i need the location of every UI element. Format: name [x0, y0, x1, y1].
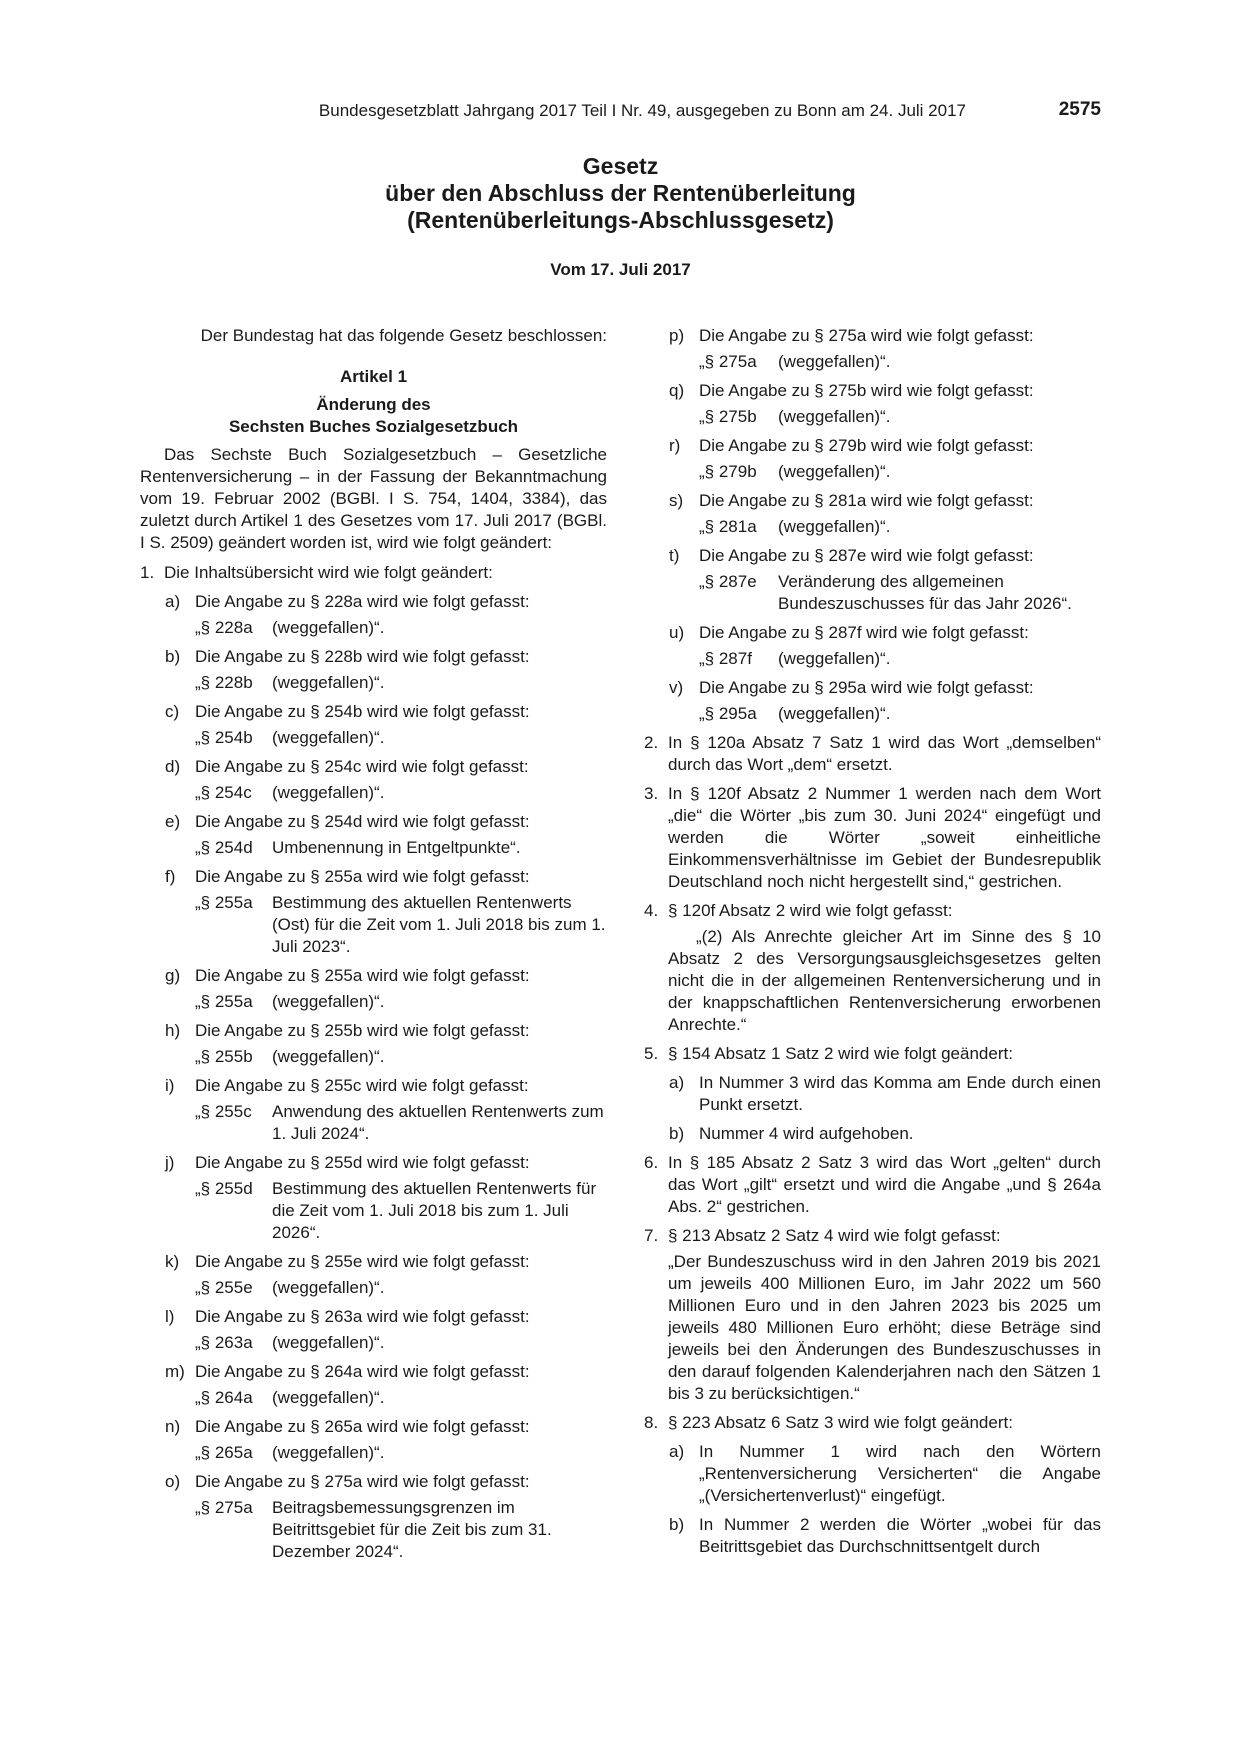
- sub-item-label: q): [669, 381, 685, 400]
- sub-item-text: Die Angabe zu § 254b wird wie folgt gefasst:: [195, 702, 530, 721]
- sub-item-body: [195, 1251, 607, 1299]
- sub-item-label: i): [165, 1076, 175, 1095]
- sub-item: [165, 756, 607, 804]
- section-caption: (weggefallen)“.: [778, 462, 891, 481]
- section-caption: (weggefallen)“.: [272, 1333, 385, 1352]
- sub-item-body: [699, 435, 1101, 483]
- sub-item: [165, 1075, 607, 1145]
- section-caption: (weggefallen)“.: [778, 704, 891, 723]
- quoted-toc-entry: [195, 892, 607, 958]
- section-reference: „§ 279b: [699, 462, 757, 481]
- sub-item: [669, 490, 1101, 538]
- quoted-toc-entry: [195, 991, 607, 1013]
- right-column: [644, 325, 1101, 1565]
- section-caption: Beitragsbemessungsgrenzen im Beitrittsgebiet für die Zeit bis zum 31. Dezember 2024“.: [272, 1498, 552, 1561]
- section-reference: „§ 287e: [699, 572, 757, 591]
- sub-item-text: In Nummer 1 wird nach den Wörtern „Rentenversicherung Versicherten“ die Angabe „(Versichertenverlust)“ eingefügt.: [699, 1442, 1101, 1505]
- section-reference: „§ 255a: [195, 992, 253, 1011]
- section-caption: Veränderung des allgemeinen Bundeszuschusses für das Jahr 2026“.: [778, 572, 1072, 613]
- sub-item-text: Die Angabe zu § 263a wird wie folgt gefasst:: [195, 1307, 530, 1326]
- sub-item: [669, 1514, 1101, 1558]
- sub-item-body: [699, 380, 1101, 428]
- section-caption: (weggefallen)“.: [778, 649, 891, 668]
- sub-item-text: Die Angabe zu § 279b wird wie folgt gefasst:: [699, 436, 1034, 455]
- sub-item-body: [699, 677, 1101, 725]
- quoted-toc-entry: [195, 782, 607, 804]
- sub-item-label: o): [165, 1472, 181, 1491]
- sub-item: [165, 1471, 607, 1563]
- sub-item: [165, 811, 607, 859]
- sub-item: [669, 1123, 1101, 1145]
- item-text: In § 120f Absatz 2 Nummer 1 werden nach dem Wort „die“ die Wörter „bis zum 30. Juni 2024“ eingefügt und werden die Wörter „soweit einheitliche Einkommensverhältnisse im Gebiet der Bundesrepublik Deutschland noch nicht hergestellt sind,“ gestrichen.: [668, 784, 1101, 891]
- item-body: [668, 1225, 1101, 1405]
- sub-item: [165, 1152, 607, 1244]
- item-text: § 120f Absatz 2 wird wie folgt gefasst:: [668, 901, 953, 920]
- sub-item: [669, 325, 1101, 373]
- section-caption: (weggefallen)“.: [778, 407, 891, 426]
- quoted-toc-entry: [699, 406, 1101, 428]
- sub-item-text: Die Angabe zu § 255a wird wie folgt gefasst:: [195, 966, 530, 985]
- sub-item: [669, 1072, 1101, 1116]
- sub-item-body: [195, 965, 607, 1013]
- section-reference: „§ 255e: [195, 1278, 253, 1297]
- section-caption: (weggefallen)“.: [778, 517, 891, 536]
- quoted-toc-entry: [195, 617, 607, 639]
- sub-item-text: Die Angabe zu § 275b wird wie folgt gefasst:: [699, 381, 1034, 400]
- quoted-toc-entry: [699, 461, 1101, 483]
- sub-item-body: [699, 325, 1101, 373]
- section-reference: „§ 281a: [699, 517, 757, 536]
- sub-item-text: Die Angabe zu § 254c wird wie folgt gefasst:: [195, 757, 529, 776]
- section-caption: Umbenennung in Entgeltpunkte“.: [272, 838, 521, 857]
- article-heading: Artikel 1: [339, 367, 408, 386]
- left-column: [140, 325, 607, 1570]
- item-text: § 223 Absatz 6 Satz 3 wird wie folgt geändert:: [668, 1413, 1013, 1432]
- item-number: 5.: [644, 1044, 659, 1063]
- sub-item-body: [195, 866, 607, 958]
- list-item: [644, 1412, 1101, 1434]
- sub-item: [165, 965, 607, 1013]
- item-number: 3.: [644, 784, 659, 803]
- section-reference: „§ 255c: [195, 1102, 252, 1121]
- law-date: Vom 17. Juli 2017: [550, 260, 691, 279]
- section-reference: „§ 254d: [195, 838, 253, 857]
- section-reference: „§ 255d: [195, 1179, 253, 1198]
- sub-item-label: h): [165, 1021, 181, 1040]
- sub-item-label: f): [165, 867, 176, 886]
- section-reference: „§ 255a: [195, 893, 253, 912]
- sub-item-label: k): [165, 1252, 180, 1271]
- sub-item-text: Nummer 4 wird aufgehoben.: [699, 1124, 914, 1143]
- list-item: [644, 1043, 1101, 1065]
- sub-item-label: b): [669, 1515, 685, 1534]
- sub-item-body: [699, 622, 1101, 670]
- enactment-formula: Der Bundestag hat das folgende Gesetz beschlossen:: [200, 326, 607, 345]
- sub-item-label: g): [165, 966, 181, 985]
- section-reference: „§ 228b: [195, 673, 253, 692]
- list-item: [140, 562, 607, 584]
- sub-item-label: d): [165, 757, 181, 776]
- list-item: [644, 1225, 1101, 1405]
- section-caption: Anwendung des aktuellen Rentenwerts zum 1. Juli 2024“.: [272, 1102, 604, 1143]
- sub-item-text: Die Angabe zu § 228b wird wie folgt gefasst:: [195, 647, 530, 666]
- quoted-toc-entry: [195, 1046, 607, 1068]
- section-reference: „§ 254c: [195, 783, 252, 802]
- sub-item-text: Die Angabe zu § 255d wird wie folgt gefasst:: [195, 1153, 530, 1172]
- item-text: Die Inhaltsübersicht wird wie folgt geändert:: [164, 563, 493, 582]
- section-caption: (weggefallen)“.: [272, 673, 385, 692]
- page-number: 2575: [1058, 99, 1101, 120]
- sub-item-text: Die Angabe zu § 295a wird wie folgt gefasst:: [699, 678, 1034, 697]
- section-reference: „§ 287f: [699, 649, 752, 668]
- quoted-toc-entry: [195, 727, 607, 749]
- page-header: [140, 100, 1101, 124]
- item-text: In § 185 Absatz 2 Satz 3 wird das Wort „gelten“ durch das Wort „gilt“ ersetzt und wird die Angabe „und § 264a Abs. 2“ gestrichen.: [668, 1153, 1101, 1216]
- sub-item: [165, 1251, 607, 1299]
- item-text: § 213 Absatz 2 Satz 4 wird wie folgt gefasst:: [668, 1226, 1001, 1245]
- sub-item-text: Die Angabe zu § 265a wird wie folgt gefasst:: [195, 1417, 530, 1436]
- sub-item-label: a): [669, 1442, 685, 1461]
- sub-item: [669, 380, 1101, 428]
- sub-item: [165, 1306, 607, 1354]
- quoted-toc-entry: [195, 1277, 607, 1299]
- sub-item-text: Die Angabe zu § 255a wird wie folgt gefasst:: [195, 867, 530, 886]
- sub-item: [669, 545, 1101, 615]
- sub-item-label: e): [165, 812, 181, 831]
- section-caption: (weggefallen)“.: [272, 1047, 385, 1066]
- item-text: In § 120a Absatz 7 Satz 1 wird das Wort „demselben“ durch das Wort „dem“ ersetzt.: [668, 733, 1101, 774]
- sub-item-body: [195, 701, 607, 749]
- sub-item-body: [195, 1361, 607, 1409]
- sub-item: [669, 435, 1101, 483]
- sub-item-label: m): [165, 1362, 185, 1381]
- section-reference: „§ 263a: [195, 1333, 253, 1352]
- sub-item: [669, 622, 1101, 670]
- section-caption: (weggefallen)“.: [272, 728, 385, 747]
- sub-item-body: [195, 756, 607, 804]
- sub-item-text: Die Angabe zu § 255e wird wie folgt gefasst:: [195, 1252, 530, 1271]
- section-caption: (weggefallen)“.: [272, 1443, 385, 1462]
- sub-item: [165, 1361, 607, 1409]
- list-item: [644, 732, 1101, 776]
- list-item: [644, 783, 1101, 893]
- sub-item-label: b): [165, 647, 181, 666]
- sub-item-text: Die Angabe zu § 287e wird wie folgt gefasst:: [699, 546, 1034, 565]
- article-subheading-1: Änderung des: [316, 395, 431, 414]
- sub-item-body: [195, 1075, 607, 1145]
- section-caption: (weggefallen)“.: [272, 992, 385, 1011]
- sub-item-body: [195, 1020, 607, 1068]
- section-caption: (weggefallen)“.: [272, 1278, 385, 1297]
- sub-item-label: a): [165, 592, 181, 611]
- section-reference: „§ 255b: [195, 1047, 253, 1066]
- sub-item-body: [195, 646, 607, 694]
- section-caption: (weggefallen)“.: [272, 618, 385, 637]
- sub-item-label: v): [669, 678, 684, 697]
- quoted-toc-entry: [699, 703, 1101, 725]
- section-reference: „§ 264a: [195, 1388, 253, 1407]
- quoted-text: „(2) Als Anrechte gleicher Art im Sinne des § 10 Absatz 2 des Versorgungsausgleichsgesetzes gelten nicht die in der allgemeinen Rentenversicherung und in der knappschaftlichen Rentenversicherung erworbenen Anrechte.“: [668, 927, 1101, 1034]
- sub-item-body: [699, 490, 1101, 538]
- sub-item-label: u): [669, 623, 685, 642]
- sub-item: [165, 646, 607, 694]
- quoted-toc-entry: [195, 837, 607, 859]
- quoted-toc-entry: [195, 1497, 607, 1563]
- quoted-toc-entry: [195, 1387, 607, 1409]
- section-reference: „§ 265a: [195, 1443, 253, 1462]
- sub-item-text: Die Angabe zu § 254d wird wie folgt gefasst:: [195, 812, 530, 831]
- sub-item-text: Die Angabe zu § 275a wird wie folgt gefasst:: [195, 1472, 530, 1491]
- section-reference: „§ 228a: [195, 618, 253, 637]
- sub-item-body: [195, 1306, 607, 1354]
- sub-item-text: Die Angabe zu § 255c wird wie folgt gefasst:: [195, 1076, 529, 1095]
- section-reference: „§ 275a: [195, 1498, 253, 1517]
- sub-item: [165, 591, 607, 639]
- sub-item-text: In Nummer 2 werden die Wörter „wobei für das Beitrittsgebiet das Durchschnittsentgelt durch: [699, 1515, 1101, 1556]
- sub-item-text: Die Angabe zu § 275a wird wie folgt gefasst:: [699, 326, 1034, 345]
- law-title: [140, 153, 1101, 234]
- sub-item-label: j): [165, 1153, 175, 1172]
- sub-item-label: b): [669, 1124, 685, 1143]
- quoted-toc-entry: [195, 1442, 607, 1464]
- item-number: 8.: [644, 1413, 659, 1432]
- section-caption: Bestimmung des aktuellen Rentenwerts (Ost) für die Zeit vom 1. Juli 2018 bis zum 1. Juli 2023“.: [272, 893, 606, 956]
- list-item: [644, 1152, 1101, 1218]
- section-reference: „§ 295a: [699, 704, 757, 723]
- section-reference: „§ 275a: [699, 352, 757, 371]
- sub-item: [669, 677, 1101, 725]
- item-body: [668, 900, 1101, 1036]
- list-item: [644, 900, 1101, 1036]
- sub-item-label: s): [669, 491, 684, 510]
- quoted-toc-entry: [195, 672, 607, 694]
- sub-item-label: p): [669, 326, 685, 345]
- quoted-toc-entry: [195, 1101, 607, 1145]
- sub-item-body: [195, 1152, 607, 1244]
- gazette-header-line: Bundesgesetzblatt Jahrgang 2017 Teil I Nr. 49, ausgegeben zu Bonn am 24. Juli 2017: [318, 101, 966, 120]
- quoted-toc-entry: [699, 648, 1101, 670]
- sub-item-text: Die Angabe zu § 281a wird wie folgt gefasst:: [699, 491, 1034, 510]
- sub-item: [669, 1441, 1101, 1507]
- article-subheading-2: Sechsten Buches Sozialgesetzbuch: [228, 417, 519, 436]
- title-line-2: über den Abschluss der Rentenüberleitung: [385, 180, 856, 206]
- quoted-toc-entry: [195, 1332, 607, 1354]
- sub-item-label: r): [669, 436, 681, 455]
- sub-item: [165, 1020, 607, 1068]
- item-number: 6.: [644, 1153, 659, 1172]
- sub-item-text: Die Angabe zu § 264a wird wie folgt gefasst:: [195, 1362, 530, 1381]
- sub-item-label: n): [165, 1417, 181, 1436]
- quoted-toc-entry: [699, 516, 1101, 538]
- sub-item-body: [699, 545, 1101, 615]
- sub-item-text: Die Angabe zu § 287f wird wie folgt gefasst:: [699, 623, 1029, 642]
- sub-item-text: In Nummer 3 wird das Komma am Ende durch einen Punkt ersetzt.: [699, 1073, 1101, 1114]
- section-caption: (weggefallen)“.: [778, 352, 891, 371]
- item-number: 2.: [644, 733, 659, 752]
- sub-item: [165, 701, 607, 749]
- sub-item-label: l): [165, 1307, 175, 1326]
- section-caption: Bestimmung des aktuellen Rentenwerts für die Zeit vom 1. Juli 2018 bis zum 1. Juli 2026“.: [272, 1179, 597, 1242]
- item-number: 7.: [644, 1226, 659, 1245]
- quoted-text: „Der Bundeszuschuss wird in den Jahren 2019 bis 2021 um jeweils 400 Millionen Euro, im Jahr 2022 um 560 Millionen Euro und in den Jahren 2023 bis 2025 um jeweils 480 Millionen Euro erhöht; diese Beträge sind jeweils bei den Änderungen des Bundeszuschusses in den darauf folgenden Kalenderjahren nach den Sätzen 1 bis 3 zu berücksichtigen.“: [668, 1252, 1101, 1403]
- title-line-1: Gesetz: [582, 153, 659, 179]
- sub-item-body: [195, 591, 607, 639]
- quoted-toc-entry: [195, 1178, 607, 1244]
- sub-item-label: c): [165, 702, 180, 721]
- section-reference: „§ 254b: [195, 728, 253, 747]
- section-caption: (weggefallen)“.: [272, 1388, 385, 1407]
- sub-item-text: Die Angabe zu § 228a wird wie folgt gefasst:: [195, 592, 530, 611]
- item-number: 4.: [644, 901, 659, 920]
- sub-item-body: [195, 811, 607, 859]
- sub-item-body: [195, 1416, 607, 1464]
- quoted-toc-entry: [699, 351, 1101, 373]
- sub-item: [165, 866, 607, 958]
- section-caption: (weggefallen)“.: [272, 783, 385, 802]
- sub-item: [165, 1416, 607, 1464]
- sub-item-body: [195, 1471, 607, 1563]
- sub-item-label: t): [669, 546, 680, 565]
- sub-item-text: Die Angabe zu § 255b wird wie folgt gefasst:: [195, 1021, 530, 1040]
- title-line-3: (Rentenüberleitungs-Abschlussgesetz): [407, 207, 834, 233]
- sub-item-label: a): [669, 1073, 685, 1092]
- section-reference: „§ 275b: [699, 407, 757, 426]
- article-preamble: Das Sechste Buch Sozialgesetzbuch – Gesetzliche Rentenversicherung – in der Fassung der Bekanntmachung vom 19. Februar 2002 (BGBl. I S. 754, 1404, 3384), das zuletzt durch Artikel 1 des Gesetzes vom 17. Juli 2017 (BGBl. I S. 2509) geändert worden ist, wird wie folgt geändert:: [140, 445, 607, 552]
- item-number: 1.: [140, 563, 155, 582]
- item-text: § 154 Absatz 1 Satz 2 wird wie folgt geändert:: [668, 1044, 1013, 1063]
- quoted-toc-entry: [699, 571, 1101, 615]
